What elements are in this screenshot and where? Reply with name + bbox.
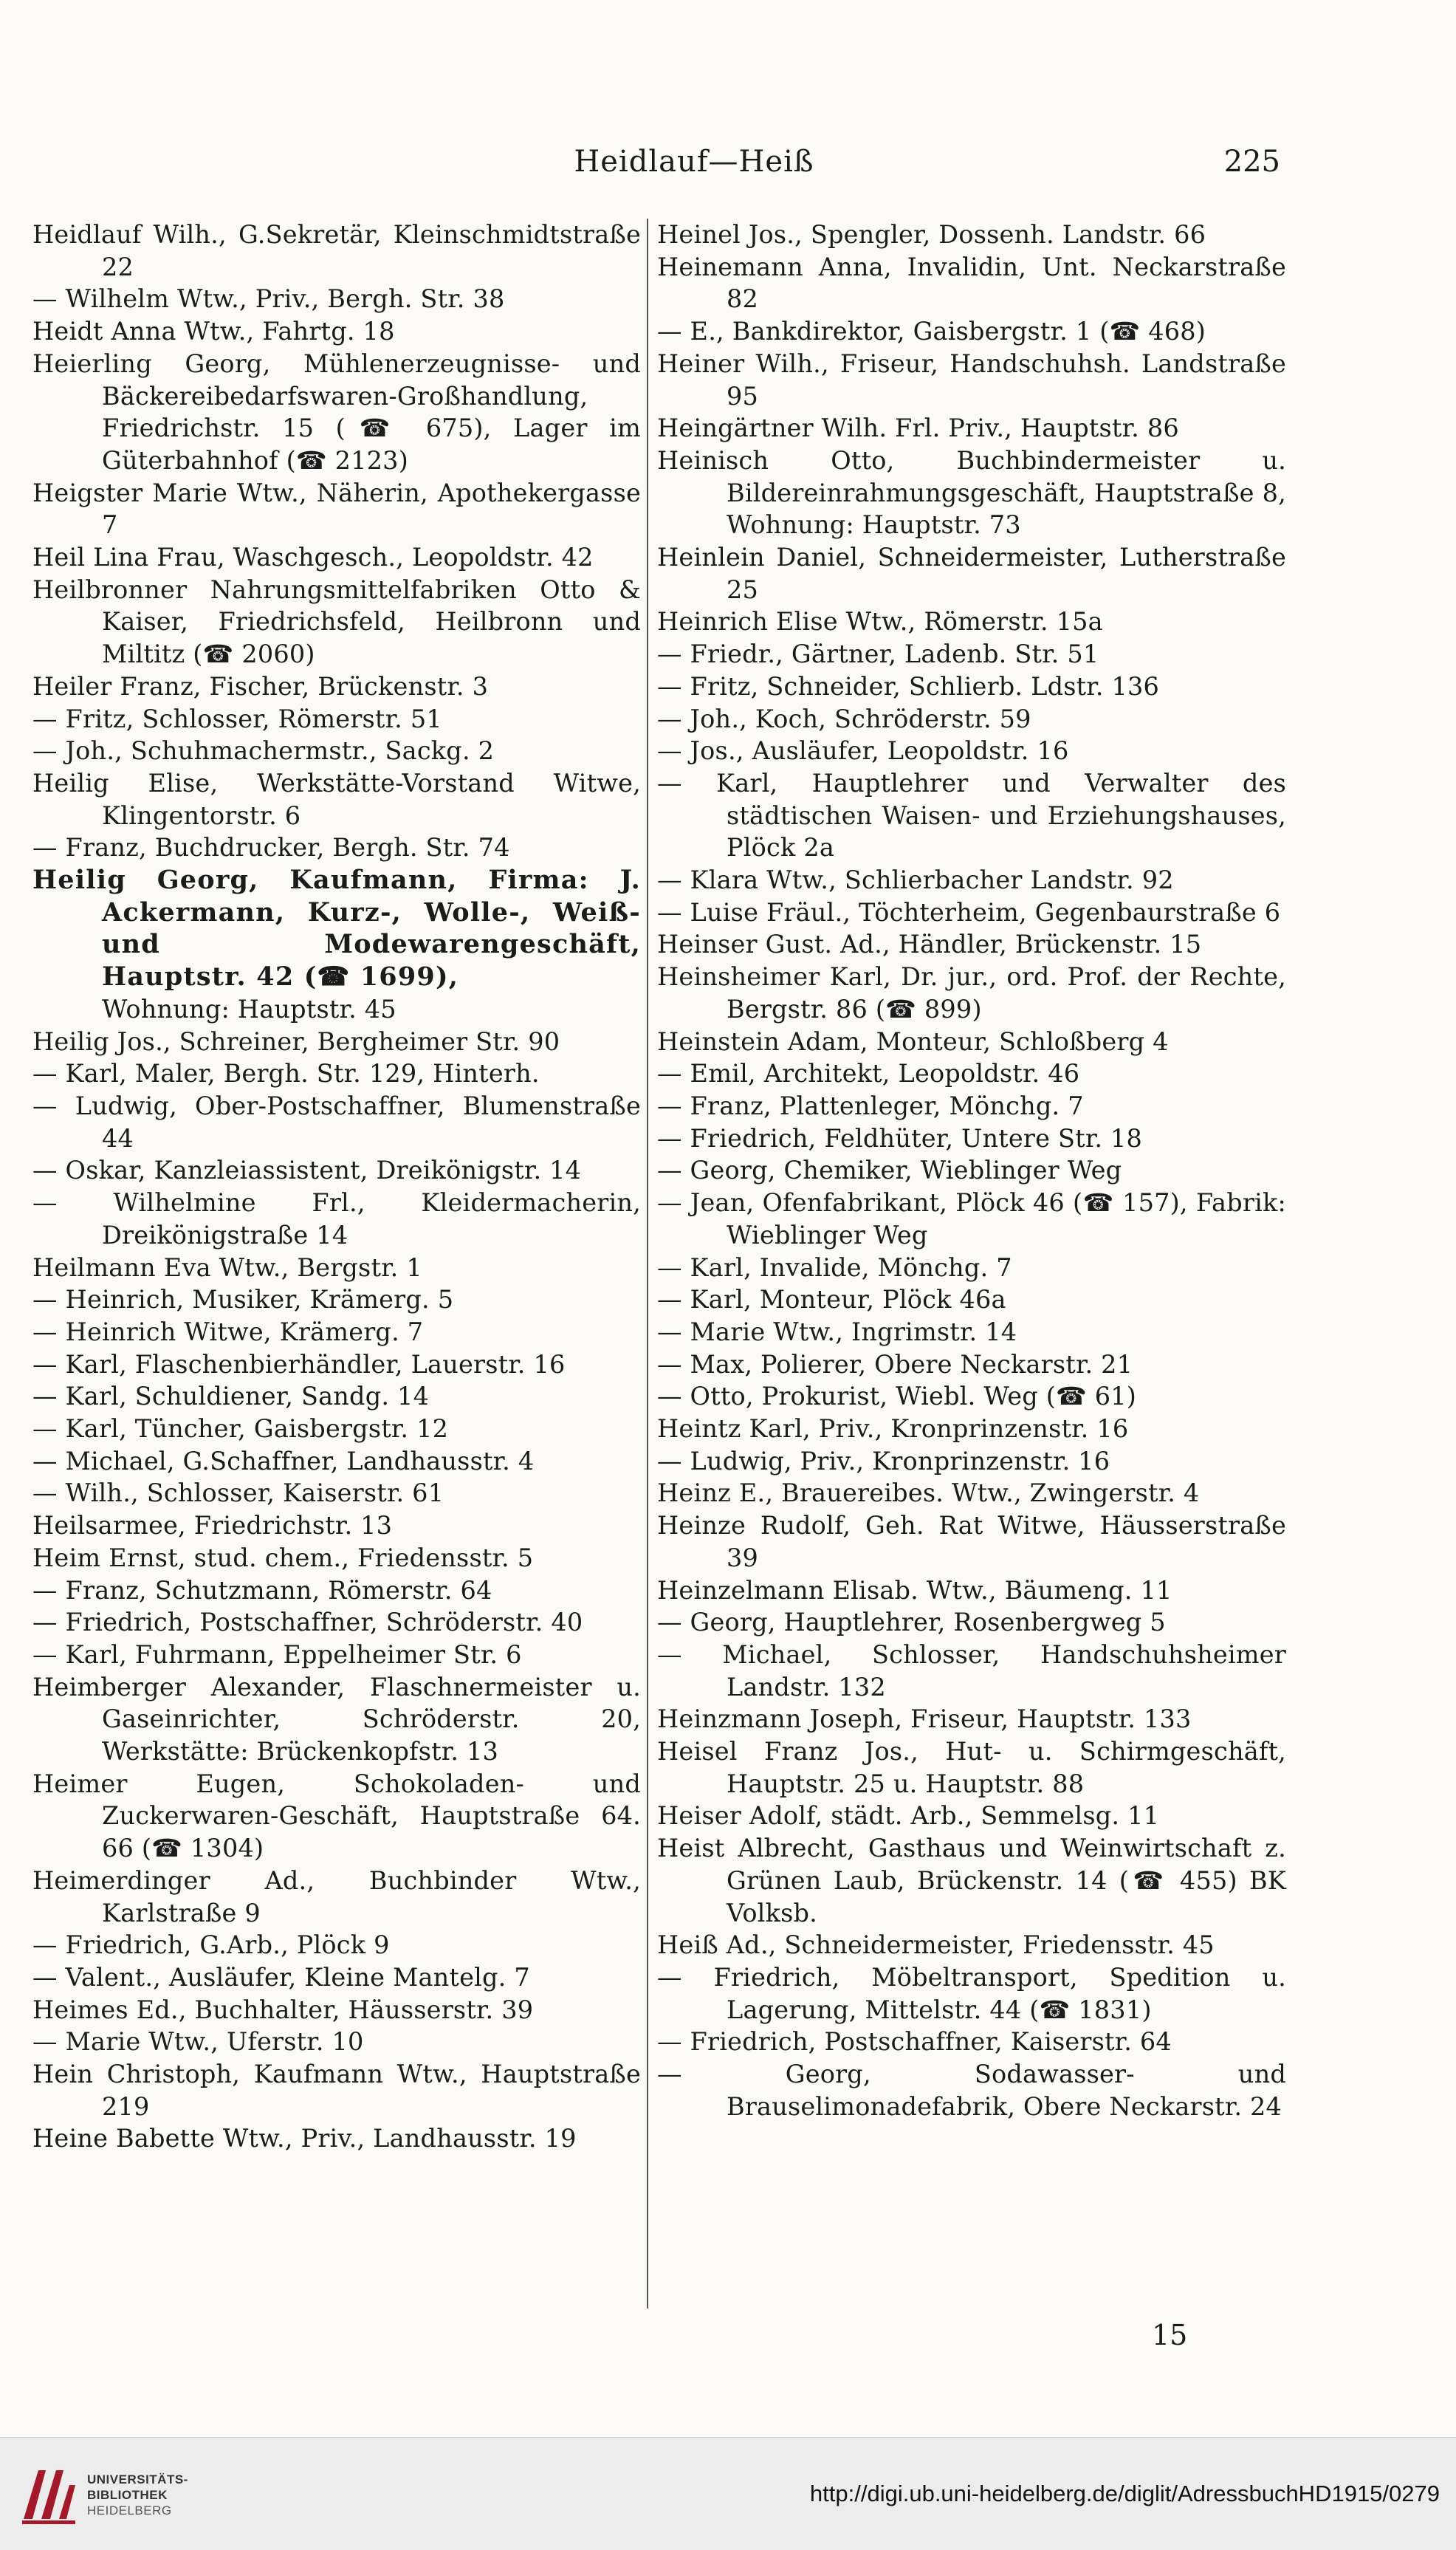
directory-entry: Heierling Georg, Mühlenerzeugnisse- und Bäckereibedarfswaren-Großhandlung, Friedrichstr. 15 (☎ 675), Lager im Güterbahnhof (☎ 2123) xyxy=(32,349,641,475)
directory-entry: — Emil, Architekt, Leopoldstr. 46 xyxy=(657,1059,1080,1089)
directory-entry: — Karl, Monteur, Plöck 46a xyxy=(657,1285,1006,1315)
directory-entry: — Fritz, Schneider, Schlierb. Ldstr. 136 xyxy=(657,671,1160,701)
directory-entry: — Wilhelm Wtw., Priv., Bergh. Str. 38 xyxy=(32,284,505,314)
directory-entry: — Michael, G.Schaffner, Landhausstr. 4 xyxy=(32,1446,535,1475)
directory-entry: — Friedrich, Möbeltransport, Spedition u. Lagerung, Mittelstr. 44 (☎ 1831) xyxy=(657,1962,1286,2024)
directory-entry: Heilsarmee, Friedrichstr. 13 xyxy=(32,1511,393,1540)
directory-entry: — Karl, Flaschenbierhändler, Lauerstr. 16 xyxy=(32,1349,566,1379)
directory-entry: Heilig Elise, Werkstätte-Vorstand Witwe, Klingentorstr. 6 xyxy=(32,768,641,830)
directory-entry: Heiß Ad., Schneidermeister, Friedensstr. 45 xyxy=(657,1930,1215,1960)
library-name-line2: BIBLIOTHEK xyxy=(87,2488,168,2502)
directory-entry: — Georg, Hauptlehrer, Rosenbergweg 5 xyxy=(657,1608,1166,1637)
directory-entry: Heilmann Eva Wtw., Bergstr. 1 xyxy=(32,1252,422,1282)
directory-entry: — Friedrich, Postschaffner, Kaiserstr. 64 xyxy=(657,2027,1172,2057)
directory-entry: — Karl, Schuldiener, Sandg. 14 xyxy=(32,1382,430,1411)
directory-entry: Heilbronner Nahrungsmittelfabriken Otto & Kaiser, Friedrichsfeld, Heilbronn und Miltitz (☎ 2060) xyxy=(32,575,641,669)
directory-entry: Heintz Karl, Priv., Kronprinzenstr. 16 xyxy=(657,1414,1129,1444)
directory-entry: — Friedr., Gärtner, Ladenb. Str. 51 xyxy=(657,640,1099,669)
right-column xyxy=(657,219,1286,2122)
directory-entry: Heingärtner Wilh. Frl. Priv., Hauptstr. 86 xyxy=(657,414,1179,443)
directory-entry: — Georg, Chemiker, Wieblinger Weg xyxy=(657,1156,1122,1185)
directory-entry: — Joh., Schuhmachermstr., Sackg. 2 xyxy=(32,736,495,766)
directory-entry: — Fritz, Schlosser, Römerstr. 51 xyxy=(32,704,442,733)
directory-entry: Heinser Gust. Ad., Händler, Brückenstr. 15 xyxy=(657,930,1202,959)
library-name-line3: HEIDELBERG xyxy=(87,2503,172,2518)
directory-entry: — Franz, Buchdrucker, Bergh. Str. 74 xyxy=(32,833,510,863)
directory-entry: Heimer Eugen, Schokoladen- und Zuckerwaren-Geschäft, Hauptstraße 64. 66 (☎ 1304) xyxy=(32,1769,641,1863)
sheet-number: 15 xyxy=(1152,2319,1188,2351)
directory-entry: Heinstein Adam, Monteur, Schloßberg 4 xyxy=(657,1026,1169,1056)
directory-entry: — Luise Fräul., Töchterheim, Gegenbaurstraße 6 xyxy=(657,897,1281,927)
running-head xyxy=(0,145,1456,189)
directory-entry: — Ludwig, Ober-Postschaffner, Blumenstraße 44 xyxy=(32,1091,641,1153)
directory-entry: Heinisch Otto, Buchbindermeister u. Bildereinrahmungsgeschäft, Hauptstraße 8, Wohnung: Hauptstr. 73 xyxy=(657,445,1286,540)
library-logo-icon[interactable] xyxy=(16,2460,80,2531)
directory-entry: Heimberger Alexander, Flaschnermeister u. Gaseinrichter, Schröderstr. 20, Werkstätte: Brückenkopfstr. 13 xyxy=(32,1672,641,1766)
directory-entry: Heinzmann Joseph, Friseur, Hauptstr. 133 xyxy=(657,1704,1192,1734)
library-name-line1: UNIVERSITÄTS- xyxy=(87,2472,188,2486)
directory-entry: Heinsheimer Karl, Dr. jur., ord. Prof. der Rechte, Bergstr. 86 (☎ 899) xyxy=(657,962,1286,1024)
directory-entry: Heisel Franz Jos., Hut- u. Schirmgeschäft, Hauptstr. 25 u. Hauptstr. 88 xyxy=(657,1737,1286,1798)
directory-entry: Heinel Jos., Spengler, Dossenh. Landstr. 66 xyxy=(657,220,1206,249)
directory-entry: Heiler Franz, Fischer, Brückenstr. 3 xyxy=(32,671,489,701)
directory-entry: — Friedrich, G.Arb., Plöck 9 xyxy=(32,1930,390,1960)
directory-entry: — Michael, Schlosser, Handschuhsheimer Landstr. 132 xyxy=(657,1639,1286,1701)
source-url[interactable]: http://digi.ub.uni-heidelberg.de/diglit/AdressbuchHD1915/0279 xyxy=(809,2481,1440,2506)
directory-entry: — Valent., Ausläufer, Kleine Mantelg. 7 xyxy=(32,1962,530,1992)
directory-entry: — Heinrich, Musiker, Krämerg. 5 xyxy=(32,1285,454,1315)
directory-entry: — Georg, Sodawasser- und Brauselimonadefabrik, Obere Neckarstr. 24 xyxy=(657,2060,1286,2121)
directory-entry: — Heinrich Witwe, Krämerg. 7 xyxy=(32,1317,424,1346)
directory-entry: — Franz, Schutzmann, Römerstr. 64 xyxy=(32,1575,492,1605)
column-divider xyxy=(647,219,648,2309)
directory-entry: — Marie Wtw., Uferstr. 10 xyxy=(32,2027,364,2057)
directory-entry: Heinz E., Brauereibes. Wtw., Zwingerstr. 4 xyxy=(657,1478,1200,1508)
directory-entry: Heigster Marie Wtw., Näherin, Apothekergasse 7 xyxy=(32,478,641,540)
directory-entry: — Oskar, Kanzleiassistent, Dreikönigstr. 14 xyxy=(32,1156,582,1185)
directory-entry: — Franz, Plattenleger, Mönchg. 7 xyxy=(657,1091,1084,1120)
directory-entry: Heidt Anna Wtw., Fahrtg. 18 xyxy=(32,317,395,346)
directory-entry: Heim Ernst, stud. chem., Friedensstr. 5 xyxy=(32,1543,534,1572)
directory-entry: — E., Bankdirektor, Gaisbergstr. 1 (☎ 468) xyxy=(657,317,1206,346)
directory-entry: — Karl, Tüncher, Gaisbergstr. 12 xyxy=(32,1414,449,1444)
directory-entry: Heil Lina Frau, Waschgesch., Leopoldstr. 42 xyxy=(32,543,594,572)
directory-entry: — Ludwig, Priv., Kronprinzenstr. 16 xyxy=(657,1446,1110,1475)
directory-entry: — Max, Polierer, Obere Neckarstr. 21 xyxy=(657,1349,1133,1379)
library-name xyxy=(87,2472,188,2518)
directory-entry: Heiner Wilh., Friseur, Handschuhsh. Landstraße 95 xyxy=(657,349,1286,411)
directory-entry: Heinlein Daniel, Schneidermeister, Lutherstraße 25 xyxy=(657,543,1286,604)
directory-entry: Heimerdinger Ad., Buchbinder Wtw., Karlstraße 9 xyxy=(32,1865,641,1927)
running-title: Heidlauf—Heiß xyxy=(574,145,814,179)
directory-entry: — Marie Wtw., Ingrimstr. 14 xyxy=(657,1317,1017,1346)
left-column xyxy=(32,219,641,2155)
directory-entry: Heiser Adolf, städt. Arb., Semmelsg. 11 xyxy=(657,1801,1160,1831)
viewer-footer xyxy=(0,2437,1456,2550)
directory-entry: — Karl, Invalide, Mönchg. 7 xyxy=(657,1252,1012,1282)
directory-entry: — Otto, Prokurist, Wiebl. Weg (☎ 61) xyxy=(657,1382,1137,1411)
directory-entry: — Jos., Ausläufer, Leopoldstr. 16 xyxy=(657,736,1069,766)
directory-entry: Heilig Jos., Schreiner, Bergheimer Str. 90 xyxy=(32,1026,560,1056)
directory-entry: — Jean, Ofenfabrikant, Plöck 46 (☎ 157), Fabrik: Wieblinger Weg xyxy=(657,1188,1286,1250)
directory-entry: Hein Christoph, Kaufmann Wtw., Hauptstraße 219 xyxy=(32,2060,641,2121)
directory-entry: — Joh., Koch, Schröderstr. 59 xyxy=(657,704,1031,733)
directory-entry: — Friedrich, Feldhüter, Untere Str. 18 xyxy=(657,1123,1143,1153)
directory-entry: — Karl, Maler, Bergh. Str. 129, Hinterh. xyxy=(32,1059,540,1089)
directory-entry: Heinemann Anna, Invalidin, Unt. Neckarstraße 82 xyxy=(657,252,1286,314)
directory-entry: Heine Babette Wtw., Priv., Landhausstr. 19 xyxy=(32,2124,577,2153)
directory-entry: — Wilhelmine Frl., Kleidermacherin, Dreikönigstraße 14 xyxy=(32,1188,641,1250)
directory-entry: — Klara Wtw., Schlierbacher Landstr. 92 xyxy=(657,866,1174,895)
directory-entry: Heidlauf Wilh., G.Sekretär, Kleinschmidtstraße 22 xyxy=(32,220,641,281)
directory-entry: — Friedrich, Postschaffner, Schröderstr. 40 xyxy=(32,1608,583,1637)
directory-entry: Heinrich Elise Wtw., Römerstr. 15a xyxy=(657,607,1103,637)
directory-entry: Heinzelmann Elisab. Wtw., Bäumeng. 11 xyxy=(657,1575,1172,1605)
directory-entry: — Karl, Hauptlehrer und Verwalter des städtischen Waisen- und Erziehungshauses, Plöck 2a xyxy=(657,768,1286,863)
directory-entry: Wohnung: Hauptstr. 45 xyxy=(102,994,396,1024)
directory-entry: Heilig Georg, Kaufmann, Firma: J. Ackermann, Kurz-, Wolle-, Weiß- und Modewarengeschäft, Hauptstr. 42 (☎ 1699), xyxy=(32,865,641,993)
directory-entry: Heinze Rudolf, Geh. Rat Witwe, Häusserstraße 39 xyxy=(657,1511,1286,1572)
page-number: 225 xyxy=(1223,145,1280,179)
directory-entry: Heist Albrecht, Gasthaus und Weinwirtschaft z. Grünen Laub, Brückenstr. 14 (☎ 455) BK Volksb. xyxy=(657,1834,1286,1927)
directory-entry: Heimes Ed., Buchhalter, Häusserstr. 39 xyxy=(32,1995,534,2024)
directory-entry: — Wilh., Schlosser, Kaiserstr. 61 xyxy=(32,1478,444,1508)
directory-entry: — Karl, Fuhrmann, Eppelheimer Str. 6 xyxy=(32,1639,522,1669)
